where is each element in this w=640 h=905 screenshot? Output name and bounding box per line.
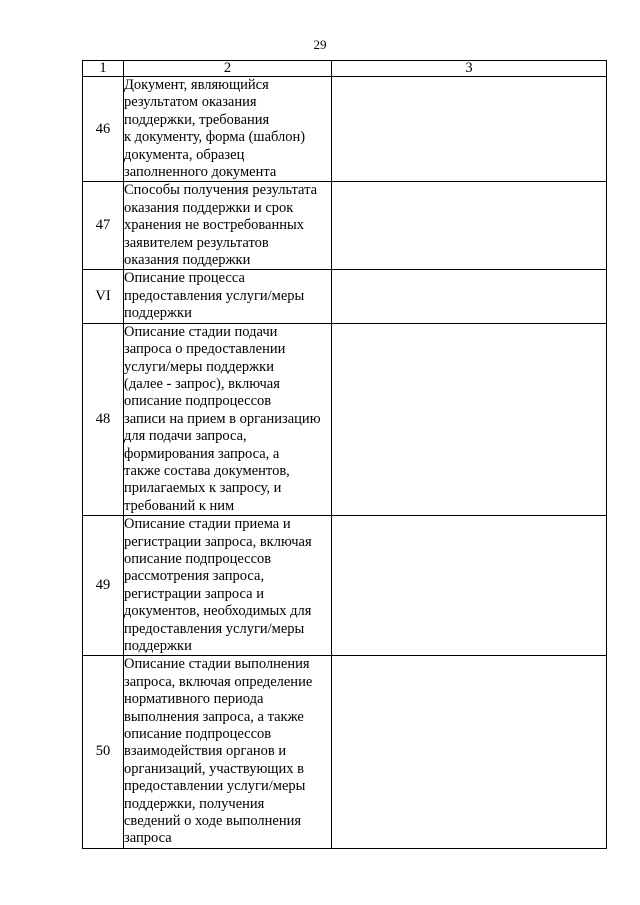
row-number: 50 (83, 656, 124, 848)
document-table (82, 60, 607, 849)
column-header-3: 3 (332, 61, 607, 77)
row-number: 49 (83, 516, 124, 656)
row-value-cell (332, 77, 607, 182)
table-row (83, 77, 607, 182)
row-value-cell (332, 182, 607, 270)
row-value-cell (332, 323, 607, 515)
row-description: Документ, являющийся результатом оказания поддержки, требования к документу, форма (шаблон) документа, образец заполненного документа (124, 77, 332, 182)
row-value-cell (332, 656, 607, 848)
row-value-cell (332, 516, 607, 656)
row-description: Описание стадии приема и регистрации запроса, включая описание подпроцессов рассмотрения запроса, регистрации запроса и документов, необходимых для предоставления услуги/меры поддержки (124, 516, 332, 656)
row-description: Способы получения результата оказания поддержки и срок хранения не востребованных заявителем результатов оказания поддержки (124, 182, 332, 270)
row-value-cell (332, 270, 607, 323)
column-header-1: 1 (83, 61, 124, 77)
row-description: Описание стадии выполнения запроса, включая определение нормативного периода выполнения запроса, а также описание подпроцессов взаимодействия органов и организаций, участвующих в предоставлении услуги/меры поддержки, получения сведений о ходе выполнения запроса (124, 656, 332, 848)
table-row (83, 516, 607, 656)
table-row (83, 323, 607, 515)
column-header-2: 2 (124, 61, 332, 77)
row-number: 48 (83, 323, 124, 515)
table-row (83, 656, 607, 848)
page-number: 29 (313, 37, 327, 52)
section-number: VI (83, 270, 124, 323)
table-row (83, 270, 607, 323)
row-description: Описание стадии подачи запроса о предоставлении услуги/меры поддержки (далее - запрос), включая описание подпроцессов записи на прием в организацию для подачи запроса, формирования запроса, а также состава документов, прилагаемых к запросу, и требований к ним (124, 323, 332, 515)
row-number: 47 (83, 182, 124, 270)
row-number: 46 (83, 77, 124, 182)
table-header-row (83, 61, 607, 77)
table-row (83, 182, 607, 270)
section-description: Описание процесса предоставления услуги/меры поддержки (124, 270, 332, 323)
